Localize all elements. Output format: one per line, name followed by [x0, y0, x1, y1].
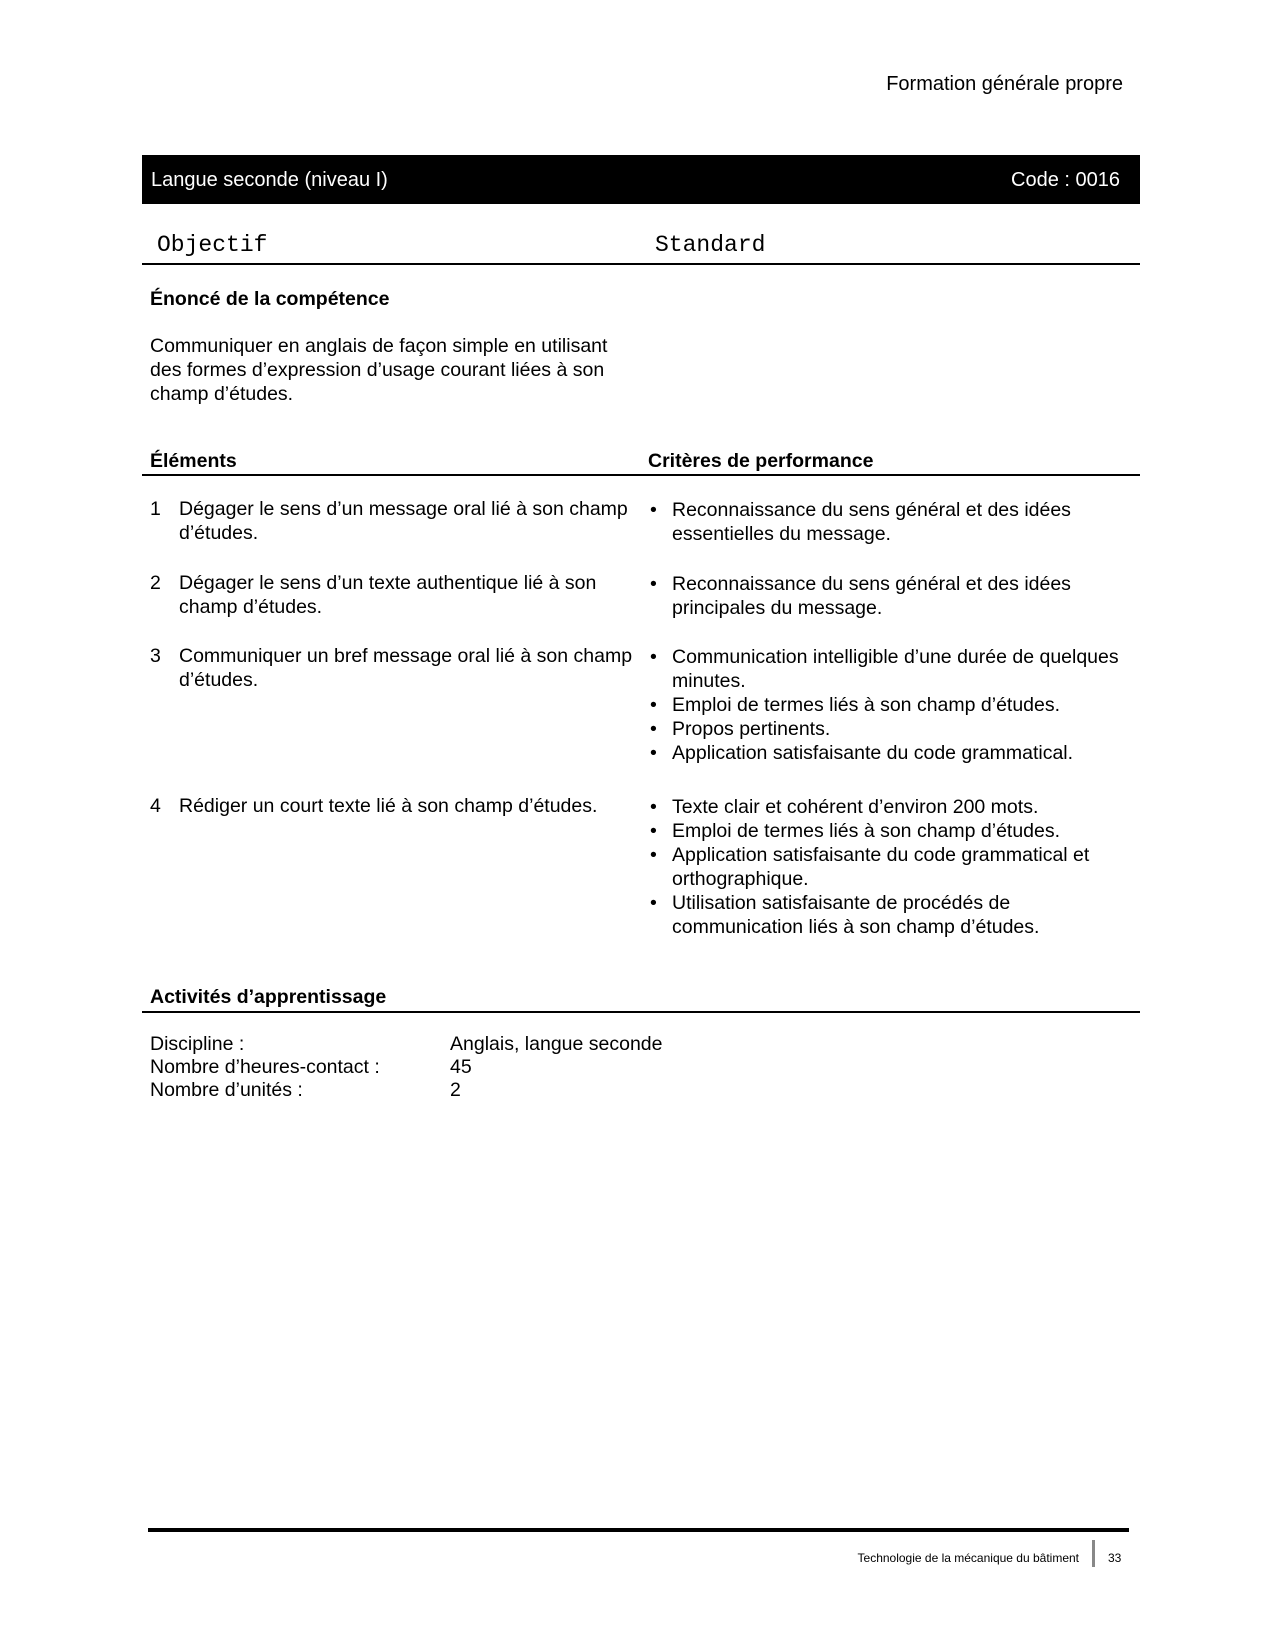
element-number: 2: [150, 572, 161, 594]
criterion-item: • Communication intelligible d’une durée de quelques minutes.: [648, 645, 1128, 693]
divider: [142, 1011, 1140, 1013]
elements-heading: Éléments: [150, 450, 237, 472]
footer-title: Technologie de la mécanique du bâtiment: [857, 1551, 1079, 1565]
element-text: Dégager le sens d’un message oral lié à son champ d’études.: [179, 498, 628, 544]
course-banner: [142, 155, 1140, 204]
divider: [142, 474, 1140, 476]
activity-value: 2: [450, 1079, 461, 1101]
activity-label: Nombre d’unités :: [150, 1079, 303, 1101]
activity-label: Discipline :: [150, 1033, 245, 1055]
criteria-list: [648, 645, 1128, 765]
element-number: 3: [150, 645, 161, 667]
element-text: Rédiger un court texte lié à son champ d’études.: [179, 795, 598, 817]
criterion-item: • Texte clair et cohérent d’environ 200 mots.: [648, 795, 1128, 819]
criterion-item: • Reconnaissance du sens général et des idées principales du message.: [648, 572, 1128, 620]
running-header: Formation générale propre: [886, 73, 1123, 95]
activity-value: 45: [450, 1056, 472, 1078]
criterion-item: • Emploi de termes liés à son champ d’études.: [648, 819, 1128, 843]
activities-heading: Activités d’apprentissage: [150, 986, 387, 1008]
element-number: 1: [150, 498, 161, 520]
criteria-list: [648, 498, 1128, 546]
course-code: Code : 0016: [1011, 169, 1120, 191]
footer-separator: [1092, 1540, 1095, 1567]
element-number: 4: [150, 795, 161, 817]
criteria-list: [648, 572, 1128, 620]
criteria-list: [648, 795, 1128, 939]
criterion-item: • Application satisfaisante du code grammatical et orthographique.: [648, 843, 1128, 891]
standard-heading: Standard: [655, 232, 766, 258]
criterion-item: • Reconnaissance du sens général et des idées essentielles du message.: [648, 498, 1128, 546]
competence-heading: Énoncé de la compétence: [150, 288, 390, 310]
element-text: Dégager le sens d’un texte authentique lié à son champ d’études.: [179, 572, 597, 618]
competence-text: Communiquer en anglais de façon simple en utilisant des formes d’expression d’usage courant liées à son champ d’études.: [150, 335, 608, 405]
criterion-item: • Utilisation satisfaisante de procédés de communication liés à son champ d’études.: [648, 891, 1128, 939]
objectif-heading: Objectif: [157, 232, 268, 258]
criteria-heading: Critères de performance: [648, 450, 874, 472]
criterion-item: • Emploi de termes liés à son champ d’études.: [648, 693, 1128, 717]
footer-rule: [148, 1528, 1129, 1532]
page-number: 33: [1108, 1551, 1122, 1565]
criterion-item: • Propos pertinents.: [648, 717, 1128, 741]
activity-label: Nombre d’heures-contact :: [150, 1056, 380, 1078]
divider: [142, 263, 1140, 265]
element-text: Communiquer un bref message oral lié à son champ d’études.: [179, 645, 633, 691]
course-title: Langue seconde (niveau I): [151, 169, 388, 191]
activity-value: Anglais, langue seconde: [450, 1033, 663, 1055]
criterion-item: • Application satisfaisante du code grammatical.: [648, 741, 1128, 765]
